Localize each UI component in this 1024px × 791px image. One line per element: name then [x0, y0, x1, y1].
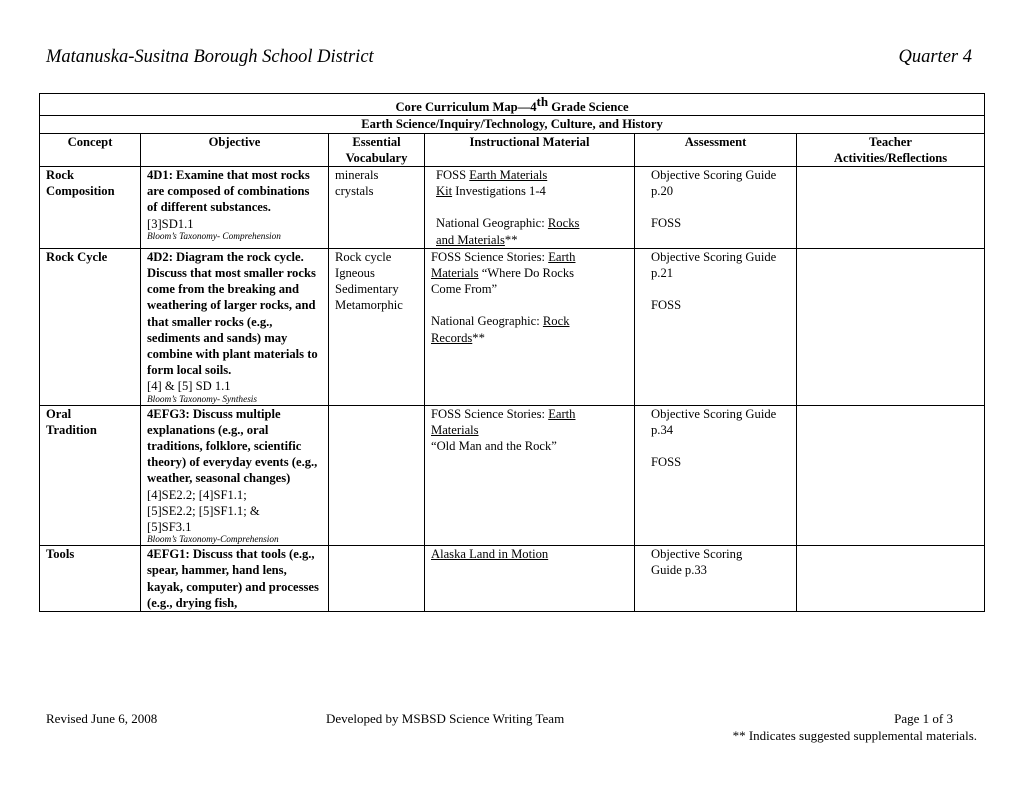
title-row	[40, 94, 985, 116]
objective-cell: 4EFG1: Discuss that tools (e.g., spear, hammer, hand lens, kayak, computer) and processes (e.g., drying fish,	[141, 546, 329, 612]
material-cell: FOSS Science Stories: Earth Materials “Where Do Rocks Come From” National Geographic: Rock Records**	[425, 248, 635, 405]
concept-cell: Rock Cycle	[40, 248, 141, 405]
objective-cell: 4D1: Examine that most rocks are composed of combinations of different substances. [3]SD1.1 Bloom’s Taxonomy- Comprehension	[141, 167, 329, 249]
assessment-cell: Objective Scoring Guide p.33	[635, 546, 797, 612]
assessment-cell: Objective Scoring Guide p.20 FOSS	[635, 167, 797, 249]
vocabulary-cell	[329, 405, 425, 546]
page-number: Page 1 of 3	[894, 711, 953, 726]
revised-date: Revised June 6, 2008	[46, 711, 158, 726]
assessment-cell: Objective Scoring Guide p.21 FOSS	[635, 248, 797, 405]
vocabulary-cell	[329, 546, 425, 612]
col-instructional-material: Instructional Material	[425, 133, 635, 166]
column-header-row	[40, 133, 985, 166]
teacher-cell	[797, 167, 985, 249]
teacher-cell	[797, 405, 985, 546]
table-row	[40, 248, 985, 405]
objective-cell: 4D2: Diagram the rock cycle. Discuss that most smaller rocks come from the breaking and weathering of larger rocks, and that smaller rocks (e.g., sediments and sands) may combine with plant materials to form local soils. [4] & [5] SD 1.1 Bloom’s Taxonomy- Synthesis	[141, 248, 329, 405]
objective-cell: 4EFG3: Discuss multiple explanations (e.g., oral traditions, folklore, scientific theory) of everyday events (e.g., weather, seasonal changes) [4]SE2.2; [4]SF1.1; [5]SE2.2; [5]SF1.1; & [5]SF3.1 Bloom’s Taxonomy-Comprehension	[141, 405, 329, 546]
supplemental-note: ** Indicates suggested supplemental materials.	[732, 728, 977, 743]
table-row	[40, 546, 985, 612]
teacher-cell	[797, 248, 985, 405]
concept-cell: Oral Tradition	[40, 405, 141, 546]
table-row	[40, 167, 985, 249]
assessment-cell: Objective Scoring Guide p.34 FOSS	[635, 405, 797, 546]
material-cell: FOSS Science Stories: Earth Materials “Old Man and the Rock”	[425, 405, 635, 546]
material-cell: Alaska Land in Motion	[425, 546, 635, 612]
district-name: Matanuska-Susitna Borough School District	[46, 47, 374, 67]
vocabulary-cell: minerals crystals	[329, 167, 425, 249]
concept-cell: Rock Composition	[40, 167, 141, 249]
col-concept: Concept	[40, 133, 141, 166]
table-row	[40, 405, 985, 546]
vocabulary-cell: Rock cycle Igneous Sedimentary Metamorphic	[329, 248, 425, 405]
col-vocabulary: Essential Vocabulary	[329, 133, 425, 166]
material-cell: FOSS Earth Materials Kit Investigations 1-4 National Geographic: Rocks and Materials**	[425, 167, 635, 249]
concept-cell: Tools	[40, 546, 141, 612]
developed-by: Developed by MSBSD Science Writing Team	[326, 711, 565, 726]
teacher-cell	[797, 546, 985, 612]
subtitle-row	[40, 116, 985, 133]
map-subtitle: Earth Science/Inquiry/Technology, Culture, and History	[40, 116, 985, 133]
quarter-label: Quarter 4	[898, 47, 972, 67]
col-teacher-activities: Teacher Activities/Reflections	[797, 133, 985, 166]
col-assessment: Assessment	[635, 133, 797, 166]
map-title: Core Curriculum Map—4th Grade Science	[40, 94, 985, 116]
curriculum-map-table	[39, 93, 985, 612]
col-objective: Objective	[141, 133, 329, 166]
